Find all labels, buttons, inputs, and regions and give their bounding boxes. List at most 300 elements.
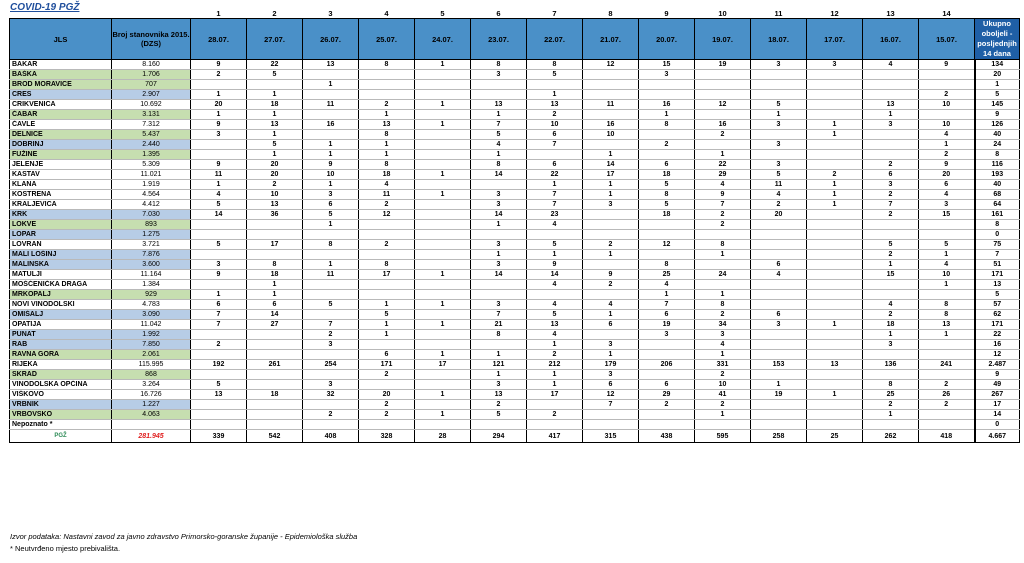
- daily-cases: 9: [191, 120, 247, 130]
- daily-cases: 1: [527, 180, 583, 190]
- daily-cases: 10: [527, 120, 583, 130]
- daily-cases: 241: [919, 360, 975, 370]
- header-row: [10, 19, 1020, 60]
- daily-cases: 3: [303, 340, 359, 350]
- population-value: 3.600: [112, 260, 191, 270]
- daily-cases: 5: [191, 380, 247, 390]
- municipality-name: ČAVLE: [10, 120, 112, 130]
- daily-cases: [471, 90, 527, 100]
- daily-cases: [863, 290, 919, 300]
- total-cases: 5: [975, 90, 1020, 100]
- header-jls: JLS: [10, 19, 112, 60]
- daily-cases: 3: [583, 200, 639, 210]
- daily-cases: [919, 410, 975, 420]
- daily-cases: [751, 350, 807, 360]
- daily-cases: 2: [303, 410, 359, 420]
- municipality-name: KLANA: [10, 180, 112, 190]
- daily-cases: [247, 80, 303, 90]
- daily-cases: [751, 340, 807, 350]
- daily-cases: [415, 370, 471, 380]
- header-population: Broj stanovnika 2015. (DZS): [112, 19, 191, 60]
- daily-cases: [359, 340, 415, 350]
- daily-cases: 2: [583, 240, 639, 250]
- daily-cases: 15: [863, 270, 919, 280]
- table-row: [10, 390, 1020, 400]
- daily-cases: [863, 150, 919, 160]
- daily-cases: [695, 90, 751, 100]
- daily-cases: 14: [471, 210, 527, 220]
- total-cases: 1: [975, 80, 1020, 90]
- daily-cases: 1: [359, 150, 415, 160]
- daily-cases: 1: [863, 110, 919, 120]
- daily-cases: [807, 160, 863, 170]
- daily-cases: 1: [527, 380, 583, 390]
- daily-cases: 17: [415, 360, 471, 370]
- daily-cases: 8: [639, 260, 695, 270]
- daily-cases: 206: [639, 360, 695, 370]
- daily-cases: [695, 260, 751, 270]
- daily-cases: [415, 110, 471, 120]
- daily-cases: [359, 290, 415, 300]
- total-cases: 145: [975, 100, 1020, 110]
- daily-cases: [639, 370, 695, 380]
- daily-cases: 2: [359, 370, 415, 380]
- daily-cases: 1: [919, 280, 975, 290]
- daily-cases: 2: [527, 110, 583, 120]
- daily-cases: 1: [471, 110, 527, 120]
- daily-cases: 4: [583, 300, 639, 310]
- daily-cases: 10: [247, 190, 303, 200]
- daily-cases: 4: [527, 300, 583, 310]
- daily-cases: 1: [527, 370, 583, 380]
- daily-cases: 4: [919, 130, 975, 140]
- daily-cases: [303, 90, 359, 100]
- population-value: 7.876: [112, 250, 191, 260]
- daily-cases: 5: [303, 210, 359, 220]
- municipality-name: OPATIJA: [10, 320, 112, 330]
- daily-cases: 25: [639, 270, 695, 280]
- daily-cases: [583, 260, 639, 270]
- daily-cases: 3: [471, 240, 527, 250]
- daily-cases: [807, 230, 863, 240]
- covid-cases-table: [9, 8, 1020, 443]
- daily-cases: 22: [247, 60, 303, 70]
- daily-cases: [415, 340, 471, 350]
- daily-cases: [807, 330, 863, 340]
- daily-cases: 1: [359, 110, 415, 120]
- daily-cases: 9: [583, 270, 639, 280]
- daily-cases: 20: [247, 160, 303, 170]
- daily-cases: 3: [471, 380, 527, 390]
- municipality-name: MATULJI: [10, 270, 112, 280]
- daily-cases: [751, 300, 807, 310]
- daily-cases: 15: [919, 210, 975, 220]
- daily-cases: 2: [303, 330, 359, 340]
- daily-cases: 4: [527, 330, 583, 340]
- daily-cases: 1: [191, 110, 247, 120]
- table-row: [10, 280, 1020, 290]
- daily-cases: 171: [359, 360, 415, 370]
- daily-cases: [415, 290, 471, 300]
- total-cases: 62: [975, 310, 1020, 320]
- header-date: 23.07.: [471, 19, 527, 60]
- column-number: 12: [830, 9, 839, 18]
- daily-cases: 1: [919, 250, 975, 260]
- daily-cases: [415, 140, 471, 150]
- daily-cases: 13: [247, 120, 303, 130]
- municipality-name: LOVRAN: [10, 240, 112, 250]
- daily-cases: 8: [695, 240, 751, 250]
- daily-cases: 2: [751, 200, 807, 210]
- daily-cases: 3: [583, 340, 639, 350]
- total-cases: 5: [975, 290, 1020, 300]
- daily-cases: 5: [191, 240, 247, 250]
- daily-cases: [415, 310, 471, 320]
- daily-cases: 7: [191, 310, 247, 320]
- daily-cases: 331: [695, 360, 751, 370]
- daily-cases: 3: [471, 70, 527, 80]
- daily-cases: [583, 220, 639, 230]
- daily-cases: 32: [303, 390, 359, 400]
- table-row: [10, 300, 1020, 310]
- daily-cases: [807, 270, 863, 280]
- table-row: [10, 320, 1020, 330]
- daily-cases: 10: [919, 100, 975, 110]
- daily-cases: 4: [695, 180, 751, 190]
- daily-cases: 6: [583, 320, 639, 330]
- total-cases: 40: [975, 180, 1020, 190]
- daily-cases: 16: [303, 120, 359, 130]
- daily-cases: [919, 420, 975, 430]
- daily-cases: 4: [695, 340, 751, 350]
- daily-cases: 2: [359, 100, 415, 110]
- daily-cases: 6: [919, 180, 975, 190]
- table-row: [10, 270, 1020, 280]
- population-value: 5.309: [112, 160, 191, 170]
- daily-cases: [527, 420, 583, 430]
- daily-cases: 34: [695, 320, 751, 330]
- daily-cases: 3: [751, 60, 807, 70]
- municipality-name: CRES: [10, 90, 112, 100]
- total-cases: 126: [975, 120, 1020, 130]
- daily-cases: 10: [695, 380, 751, 390]
- daily-cases: 8: [359, 60, 415, 70]
- population-value: 8.160: [112, 60, 191, 70]
- daily-cases: [359, 250, 415, 260]
- daily-cases: [751, 250, 807, 260]
- daily-cases: [639, 90, 695, 100]
- daily-cases: 17: [583, 170, 639, 180]
- daily-cases: [415, 150, 471, 160]
- daily-cases: 7: [695, 200, 751, 210]
- daily-cases: [359, 80, 415, 90]
- daily-cases: 1: [527, 340, 583, 350]
- total-cases: 13: [975, 280, 1020, 290]
- daily-cases: [807, 140, 863, 150]
- daily-cases: 8: [359, 260, 415, 270]
- daily-cases: 7: [527, 200, 583, 210]
- daily-cases: [751, 420, 807, 430]
- daily-cases: 11: [303, 270, 359, 280]
- daily-cases: [751, 220, 807, 230]
- header-date: 17.07.: [807, 19, 863, 60]
- daily-cases: 15: [639, 60, 695, 70]
- daily-cases: 13: [527, 100, 583, 110]
- daily-cases: 18: [863, 320, 919, 330]
- daily-cases: [919, 230, 975, 240]
- daily-total: 438: [639, 430, 695, 443]
- daily-cases: [415, 160, 471, 170]
- daily-cases: [919, 290, 975, 300]
- population-value: 7.030: [112, 210, 191, 220]
- daily-cases: [583, 140, 639, 150]
- daily-cases: 1: [583, 350, 639, 360]
- daily-cases: [471, 290, 527, 300]
- daily-cases: 192: [191, 360, 247, 370]
- daily-cases: [583, 230, 639, 240]
- daily-cases: 1: [639, 110, 695, 120]
- daily-cases: [639, 410, 695, 420]
- daily-cases: [919, 340, 975, 350]
- daily-cases: 9: [919, 160, 975, 170]
- total-cases: 75: [975, 240, 1020, 250]
- daily-cases: 1: [583, 250, 639, 260]
- column-number: 11: [774, 9, 783, 18]
- daily-cases: 1: [247, 290, 303, 300]
- table-row: [10, 230, 1020, 240]
- daily-cases: 1: [247, 110, 303, 120]
- daily-cases: [751, 70, 807, 80]
- daily-cases: 1: [471, 150, 527, 160]
- population-value: [112, 420, 191, 430]
- daily-cases: [303, 420, 359, 430]
- daily-cases: [303, 70, 359, 80]
- daily-cases: [751, 240, 807, 250]
- daily-cases: 1: [415, 190, 471, 200]
- daily-cases: [807, 240, 863, 250]
- daily-cases: [471, 280, 527, 290]
- footnote: * Neutvrđeno mjesto prebivališta.: [10, 544, 121, 553]
- daily-cases: 20: [751, 210, 807, 220]
- daily-cases: [247, 420, 303, 430]
- daily-cases: 2: [583, 280, 639, 290]
- total-cases: 22: [975, 330, 1020, 340]
- daily-cases: 1: [583, 150, 639, 160]
- daily-cases: 14: [247, 310, 303, 320]
- daily-cases: [415, 210, 471, 220]
- municipality-name: LOPAR: [10, 230, 112, 240]
- daily-cases: 1: [303, 140, 359, 150]
- daily-cases: 1: [863, 330, 919, 340]
- daily-cases: 8: [247, 260, 303, 270]
- daily-cases: 18: [247, 270, 303, 280]
- daily-cases: [583, 70, 639, 80]
- daily-cases: [471, 420, 527, 430]
- daily-cases: 2: [471, 400, 527, 410]
- daily-cases: 2: [695, 370, 751, 380]
- daily-cases: 14: [191, 210, 247, 220]
- daily-cases: 5: [751, 100, 807, 110]
- daily-cases: 1: [527, 250, 583, 260]
- daily-cases: 17: [527, 390, 583, 400]
- daily-cases: 2: [359, 410, 415, 420]
- municipality-name: Nepoznato *: [10, 420, 112, 430]
- daily-cases: [303, 280, 359, 290]
- daily-cases: [415, 400, 471, 410]
- daily-cases: 16: [583, 120, 639, 130]
- daily-cases: 2: [191, 70, 247, 80]
- population-value: 1.227: [112, 400, 191, 410]
- population-value: 1.395: [112, 150, 191, 160]
- daily-cases: [863, 230, 919, 240]
- total-cases: 57: [975, 300, 1020, 310]
- total-cases: 8: [975, 150, 1020, 160]
- daily-cases: 11: [751, 180, 807, 190]
- daily-cases: 1: [695, 410, 751, 420]
- daily-cases: [247, 400, 303, 410]
- total-cases: 51: [975, 260, 1020, 270]
- daily-cases: [583, 410, 639, 420]
- grand-total: 4.667: [975, 430, 1020, 443]
- daily-cases: [191, 140, 247, 150]
- daily-cases: [303, 290, 359, 300]
- column-number: 4: [384, 9, 389, 18]
- table-row: [10, 260, 1020, 270]
- daily-cases: 4: [919, 190, 975, 200]
- daily-cases: [471, 80, 527, 90]
- population-value: 3.264: [112, 380, 191, 390]
- population-value: 1.706: [112, 70, 191, 80]
- population-value: 10.692: [112, 100, 191, 110]
- daily-cases: 5: [471, 410, 527, 420]
- daily-cases: 2: [695, 210, 751, 220]
- daily-cases: 2: [807, 170, 863, 180]
- municipality-name: RAVNA GORA: [10, 350, 112, 360]
- daily-cases: [807, 80, 863, 90]
- daily-cases: 2: [863, 310, 919, 320]
- daily-cases: 6: [359, 350, 415, 360]
- daily-cases: [807, 90, 863, 100]
- daily-cases: [807, 340, 863, 350]
- population-value: 3.131: [112, 110, 191, 120]
- daily-cases: [751, 290, 807, 300]
- daily-cases: 1: [303, 220, 359, 230]
- daily-cases: 22: [695, 160, 751, 170]
- daily-cases: [359, 90, 415, 100]
- total-cases: 0: [975, 230, 1020, 240]
- totals-label-cell: [10, 430, 112, 443]
- daily-cases: 4: [863, 300, 919, 310]
- daily-cases: 1: [303, 80, 359, 90]
- daily-cases: [751, 400, 807, 410]
- daily-cases: 3: [751, 320, 807, 330]
- municipality-name: VINODOLSKA OPĆINA: [10, 380, 112, 390]
- table-row: [10, 330, 1020, 340]
- header-date: 26.07.: [303, 19, 359, 60]
- daily-cases: 1: [415, 390, 471, 400]
- daily-cases: 6: [247, 300, 303, 310]
- daily-cases: 1: [359, 330, 415, 340]
- table-row: [10, 100, 1020, 110]
- table-row: [10, 150, 1020, 160]
- daily-cases: [807, 300, 863, 310]
- daily-cases: [695, 230, 751, 240]
- table-row: [10, 120, 1020, 130]
- daily-cases: 3: [751, 140, 807, 150]
- daily-cases: [639, 80, 695, 90]
- daily-total: 408: [303, 430, 359, 443]
- daily-cases: [807, 260, 863, 270]
- daily-cases: [807, 210, 863, 220]
- daily-cases: 13: [471, 100, 527, 110]
- daily-cases: 4: [471, 140, 527, 150]
- daily-cases: 10: [919, 270, 975, 280]
- daily-cases: [863, 420, 919, 430]
- daily-cases: 2: [527, 410, 583, 420]
- daily-cases: 2: [919, 90, 975, 100]
- daily-cases: 9: [527, 260, 583, 270]
- daily-cases: 5: [863, 240, 919, 250]
- daily-cases: [415, 280, 471, 290]
- daily-cases: [639, 130, 695, 140]
- daily-cases: [303, 400, 359, 410]
- daily-cases: 179: [583, 360, 639, 370]
- population-value: 4.412: [112, 200, 191, 210]
- daily-cases: 22: [527, 170, 583, 180]
- column-number: 10: [718, 9, 727, 18]
- daily-cases: 11: [303, 100, 359, 110]
- daily-cases: 24: [695, 270, 751, 280]
- total-cases: 7: [975, 250, 1020, 260]
- daily-cases: 3: [191, 260, 247, 270]
- column-number: 6: [496, 9, 501, 18]
- header-date: 15.07.: [919, 19, 975, 60]
- daily-cases: [863, 80, 919, 90]
- daily-cases: 1: [863, 410, 919, 420]
- daily-cases: 13: [471, 390, 527, 400]
- daily-cases: 1: [863, 260, 919, 270]
- daily-cases: 1: [807, 120, 863, 130]
- blank-cell: [112, 8, 191, 19]
- daily-cases: [247, 370, 303, 380]
- daily-cases: 5: [303, 300, 359, 310]
- daily-cases: 19: [639, 320, 695, 330]
- population-value: 115.995: [112, 360, 191, 370]
- daily-cases: 14: [471, 170, 527, 180]
- municipality-name: MALINSKA: [10, 260, 112, 270]
- daily-cases: 9: [191, 60, 247, 70]
- daily-cases: 7: [471, 310, 527, 320]
- daily-cases: [695, 140, 751, 150]
- daily-total: 595: [695, 430, 751, 443]
- column-number: 8: [608, 9, 613, 18]
- daily-cases: 12: [639, 240, 695, 250]
- daily-cases: 23: [527, 210, 583, 220]
- table-row: [10, 190, 1020, 200]
- municipality-name: KOSTRENA: [10, 190, 112, 200]
- daily-cases: [415, 200, 471, 210]
- daily-cases: 1: [191, 180, 247, 190]
- daily-cases: [863, 350, 919, 360]
- daily-cases: 4: [919, 260, 975, 270]
- page-title: COVID-19 PGŽ: [10, 2, 80, 13]
- municipality-name: DELNICE: [10, 130, 112, 140]
- daily-cases: 27: [247, 320, 303, 330]
- daily-cases: [191, 280, 247, 290]
- daily-cases: 7: [471, 120, 527, 130]
- table-row: [10, 70, 1020, 80]
- daily-cases: 8: [471, 60, 527, 70]
